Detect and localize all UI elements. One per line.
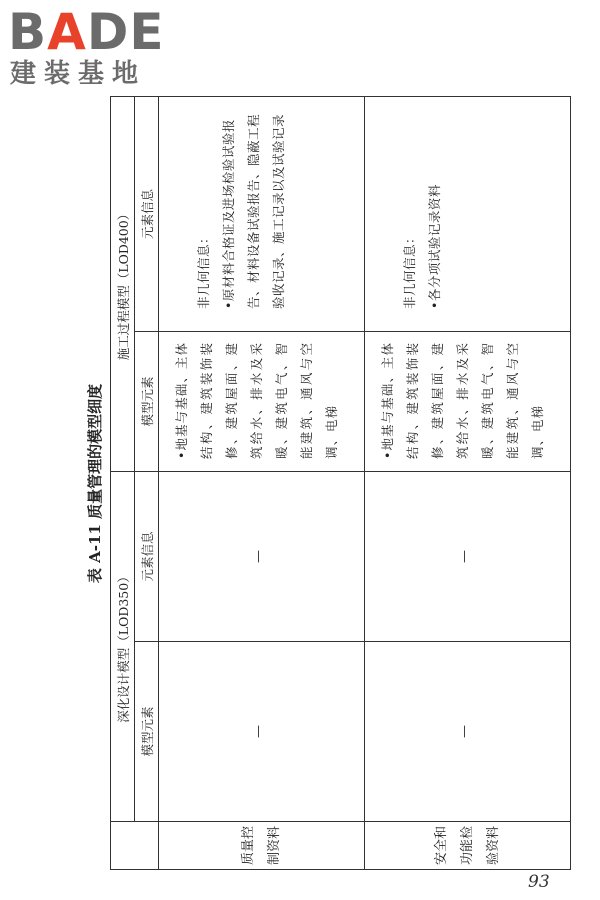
logo-wordmark: BADE bbox=[8, 3, 165, 61]
rotated-page-content bbox=[80, 97, 560, 870]
row-label: 质量控制资料 bbox=[159, 822, 365, 870]
info-body: •各分项试验记录资料 bbox=[427, 184, 442, 309]
header-row-groups bbox=[111, 97, 135, 870]
info-lead: 非几何信息： bbox=[402, 230, 417, 309]
header-lod400-model: 模型元素 bbox=[135, 332, 159, 472]
header-row-columns bbox=[135, 97, 159, 870]
header-lod400-info: 元素信息 bbox=[135, 97, 159, 332]
cell-lod400-info bbox=[365, 97, 571, 332]
header-lod350: 深化设计模型（LOD350） bbox=[111, 472, 135, 822]
cell-lod400-model: •地基与基础、主体结构、建筑装饰装修、建筑屋面、建筑给水、排水及采暖、建筑电气、智能建筑、通风与空调、电梯 bbox=[365, 332, 571, 472]
row-label: 安全和功能检验资料 bbox=[365, 822, 571, 870]
quality-management-table bbox=[110, 96, 571, 870]
bade-logo bbox=[8, 3, 178, 90]
info-lead: 非几何信息： bbox=[196, 230, 211, 309]
header-lod350-model: 模型元素 bbox=[135, 642, 159, 822]
header-lod350-info: 元素信息 bbox=[135, 472, 159, 642]
table-row bbox=[159, 97, 365, 870]
info-body: •原材料合格证及进场检验试验报告、材料设备试验报告、隐蔽工程验收记录、施工记录以及试验记录 bbox=[221, 113, 286, 309]
header-corner-cell bbox=[111, 822, 159, 870]
cell-lod350-model: — bbox=[159, 642, 365, 822]
header-lod400: 施工过程模型（LOD400） bbox=[111, 97, 135, 472]
logo-subtitle: 建装基地 bbox=[10, 59, 147, 89]
cell-lod350-info: — bbox=[159, 472, 365, 642]
cell-lod350-info: — bbox=[365, 472, 571, 642]
page-number: 93 bbox=[528, 872, 550, 892]
table-title: 表 A-11 质量管理的模型细度 bbox=[86, 383, 104, 584]
cell-lod350-model: — bbox=[365, 642, 571, 822]
table-row bbox=[365, 97, 571, 870]
cell-lod400-info bbox=[159, 97, 365, 332]
cell-lod400-model: •地基与基础、主体结构、建筑装饰装修、建筑屋面、建筑给水、排水及采暖、建筑电气、智能建筑、通风与空调、电梯 bbox=[159, 332, 365, 472]
